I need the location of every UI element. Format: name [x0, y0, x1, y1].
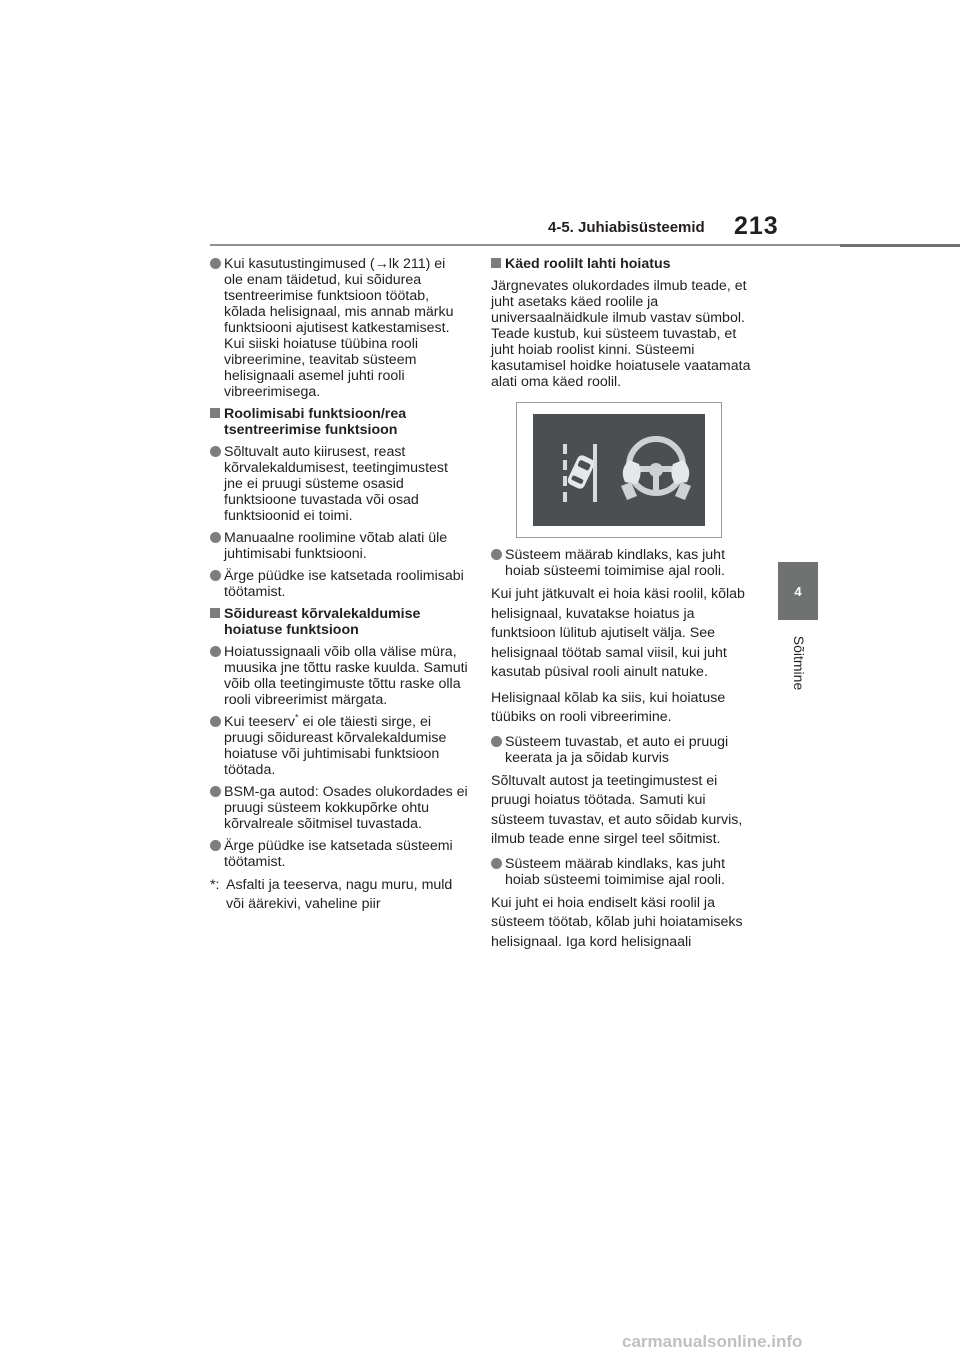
- list-item: Ärge püüdke ise katsetada süsteemi töötamist.: [210, 838, 468, 870]
- bullet-icon: [210, 840, 221, 851]
- section-heading: Sõidureast kõrvalekaldumise hoiatuse funktsioon: [210, 606, 468, 638]
- list-item: Süsteem määrab kindlaks, kas juht hoiab süsteemi toimimise ajal rooli.: [491, 547, 755, 579]
- list-item: Manuaalne roolimine võtab alati üle juhtimisabi funktsiooni.: [210, 530, 468, 562]
- square-bullet-icon: [210, 608, 220, 618]
- bullet-icon: [491, 858, 502, 869]
- chapter-number: 4: [794, 583, 802, 599]
- list-item: Sõltuvalt auto kiirusest, reast kõrvalekaldumisest, teetingimustest jne ei pruugi süsteme osasid funktsioone tuvastada või osad funktsioonid ei toimi.: [210, 444, 468, 524]
- paragraph: Helisignaal kõlab ka siis, kui hoiatuse tüübiks on rooli vibreerimine.: [491, 689, 726, 725]
- bullet-icon: [210, 446, 221, 457]
- multi-information-display: [533, 414, 705, 526]
- section-heading: Käed roolilt lahti hoiatus: [491, 256, 755, 272]
- bullet-icon: [491, 736, 502, 747]
- section-heading: Roolimisabi funktsioon/rea tsentreerimise funktsioon: [210, 406, 468, 438]
- list-item: Hoiatussignaali võib olla välise müra, muusika jne tõttu raske kuulda. Samuti võib olla teetingimuste tõttu raske olla rooli vibreerimist märgata.: [210, 644, 468, 708]
- bullet-icon: [210, 532, 221, 543]
- chapter-label: Sõitmine: [791, 635, 807, 691]
- chapter-tab[interactable]: [778, 562, 818, 620]
- list-item: Ärge püüdke ise katsetada roolimisabi töötamist.: [210, 568, 468, 600]
- page-number: 213: [734, 212, 779, 240]
- header-divider: [210, 244, 840, 246]
- watermark[interactable]: carmanualsonline.info: [622, 1332, 803, 1351]
- section-title: 4-5. Juhiabisüsteemid: [548, 219, 705, 236]
- list-item: Süsteem määrab kindlaks, kas juht hoiab süsteemi toimimise ajal rooli.: [491, 856, 755, 888]
- footnote-mark: *:: [210, 877, 220, 893]
- paragraph: Kui juht ei hoia endiselt käsi roolil ja süsteem töötab, kõlab juhi hoiatamiseks helisignaal. Iga kord helisignaali: [491, 894, 743, 950]
- paragraph: Järgnevates olukordades ilmub teade, et juht asetaks käed roolile ja universaalnäidkule ilmub vastav sümbol. Teade kustub, kui süsteem tuvastab, et juht hoiab roolist kinni. Süsteemi kasutamisel hoidke hoiatusele vaatamata alati oma käed roolil.: [491, 278, 751, 390]
- list-item: Kui teeserv* ei ole täiesti sirge, ei pruugi sõidureast kõrvalekaldumise hoiatuse või juhtimisabi funktsioon töötada.: [210, 714, 468, 778]
- right-column: [491, 256, 755, 958]
- bullet-icon: [210, 716, 221, 727]
- square-bullet-icon: [491, 258, 501, 268]
- paragraph: Sõltuvalt autost ja teetingimustest ei pruugi hoiatus töötada. Samuti kui süsteem tuvastav, et auto sõidab kurvis, ilmub teade enne sirgel teel sõitmist.: [491, 772, 743, 847]
- bullet-icon: [210, 258, 221, 269]
- header-divider-accent: [840, 244, 960, 247]
- list-item: BSM-ga autod: Osades olukordades ei pruugi süsteem kokkupõrke ohtu kõrvalreale sõitmisel tuvastada.: [210, 784, 468, 832]
- square-bullet-icon: [210, 408, 220, 418]
- bullet-icon: [210, 786, 221, 797]
- footnote: *: Asfalti ja teeserva, nagu muru, muld või äärekivi, vaheline piir: [210, 877, 453, 912]
- footnote-ref[interactable]: *: [294, 712, 299, 723]
- list-item: Kui kasutustingimused (→lk 211) ei ole enam täidetud, kui sõidurea tsentreerimise funktsioon töötab, kõlada helisignaal, mis annab märku funktsiooni ajutisest katkestamisest. Kui siiski hoiatuse tüübina rooli vibreerimine, teavitab süsteem helisignaali asemel juhti rooli vibreerimisega.: [210, 256, 468, 400]
- list-item: Süsteem tuvastab, et auto ei pruugi keerata ja ja sõidab kurvis: [491, 734, 755, 766]
- bullet-icon: [210, 570, 221, 581]
- warning-display-figure: [516, 402, 722, 538]
- paragraph: Kui juht jätkuvalt ei hoia käsi roolil, kõlab helisignaal, kuvatakse hoiatus ja funktsioon lülitub ajutiselt välja. See helisignaal töötab samal viisil, kui juht kasutab püsival rooli ainult natuke.: [491, 586, 745, 680]
- hands-on-wheel-icon: [533, 414, 705, 526]
- bullet-icon: [210, 646, 221, 657]
- left-column: [210, 256, 468, 914]
- bullet-icon: [491, 549, 502, 560]
